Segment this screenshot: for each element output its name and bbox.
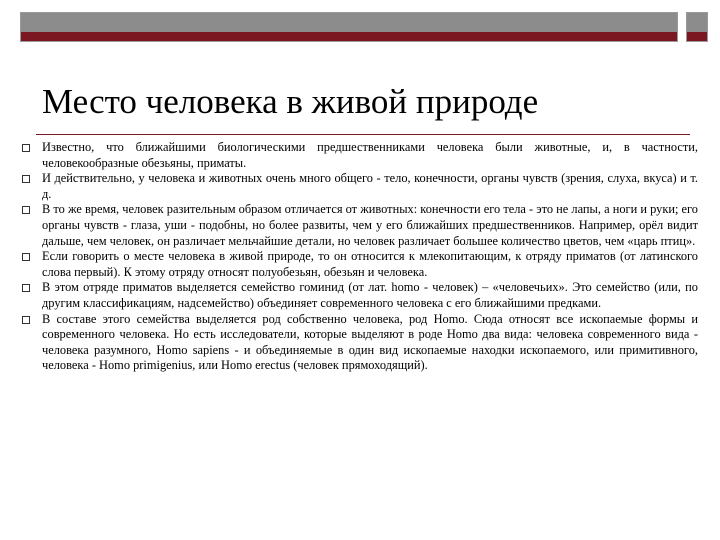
header-decoration-bar	[20, 12, 678, 42]
list-item-text: И действительно, у человека и животных очень много общего - тело, конечности, органы чувств (зрения, слуха, вкуса) и т. д.	[42, 171, 698, 201]
square-bullet-icon	[22, 253, 30, 261]
list-item-text: В то же время, человек разительным образом отличается от животных: конечности его тела - это не лапы, а ноги и руки; его органы чувств - глаза, уши - подобны, но более развиты, чем у его ближайших предшественников. Например, орёл видит дальше, чем человек, он различает мельчайшие детали, но человек различает большее количество цветов, чем «царь птиц».	[42, 202, 698, 248]
list-item-text: Известно, что ближайшими биологическими предшественниками человека были животные, и, в частности, человекообразные обезьяны, приматы.	[42, 140, 698, 170]
slide-title: Место человека в живой природе	[42, 82, 539, 121]
square-bullet-icon	[22, 284, 30, 292]
square-bullet-icon	[22, 206, 30, 214]
list-item	[22, 312, 698, 374]
list-item-text: В этом отряде приматов выделяется семейство гоминид (от лат. homo - человек) – «человечьих». Это семейство (или, по другим классификациям, надсемейство) объединяет современного человека с его ближайшими предками.	[42, 280, 698, 310]
list-item	[22, 280, 698, 311]
square-bullet-icon	[22, 316, 30, 324]
list-item	[22, 171, 698, 202]
corner-grey-strip	[687, 13, 707, 32]
list-item	[22, 202, 698, 249]
square-bullet-icon	[22, 175, 30, 183]
list-item-text: В составе этого семейства выделяется род собственно человека, род Homo. Сюда относят все ископаемые формы и современного человека. Но есть исследователи, которые выделяют в роде Homo два вида: человека современного вида - человека разумного, Homo sapiens - и объединяемые в один вид ископаемые находки ископаемого, или примитивного, человека - Homo primigenius, или Homo erectus (человек прямоходящий).	[42, 311, 698, 373]
title-underline	[36, 134, 690, 135]
header-corner-box	[686, 12, 708, 42]
list-item	[22, 249, 698, 280]
list-item	[22, 140, 698, 171]
header-grey-strip	[21, 13, 677, 32]
bullet-list	[22, 140, 698, 374]
header-accent-strip	[21, 32, 677, 41]
list-item-text: Если говорить о месте человека в живой природе, то он относится к млекопитающим, к отряду приматов (от латинского слова первый). К этому отряду относят полуобезьян, обезьян и человека.	[42, 249, 698, 279]
square-bullet-icon	[22, 144, 30, 152]
